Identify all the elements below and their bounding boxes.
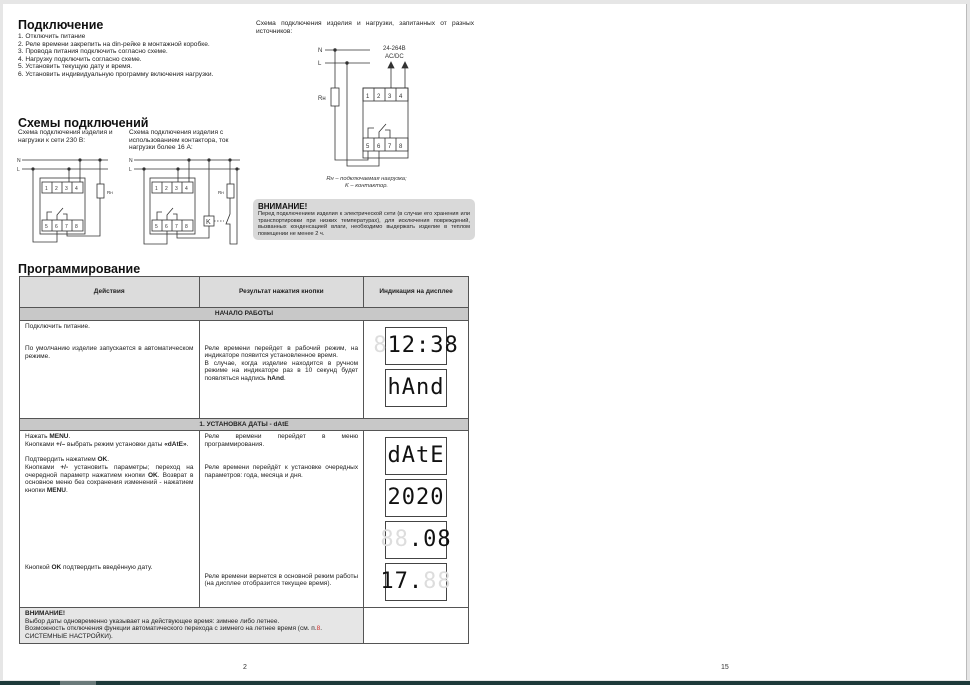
confirm-action: Кнопкой OK подтвердить введённую дату.: [25, 564, 153, 572]
display-time: 8 12:38: [385, 327, 447, 365]
scheme1-caption: Схема подключения изделия и нагрузки к сети 230 В:: [18, 129, 113, 144]
svg-text:6: 6: [165, 224, 168, 230]
svg-text:4: 4: [185, 186, 188, 192]
programming-table: [19, 276, 469, 644]
connection-title: Подключение: [18, 18, 104, 32]
svg-text:3: 3: [388, 94, 392, 100]
schemes-title: Схемы подключений: [18, 116, 149, 130]
svg-text:3: 3: [175, 186, 178, 192]
svg-text:6: 6: [377, 144, 381, 150]
horizontal-scrollbar[interactable]: [0, 681, 970, 685]
wiring-diagram-separate-sources: [315, 42, 435, 192]
svg-text:8: 8: [185, 224, 188, 230]
section-start: НАЧАЛО РАБОТЫ: [20, 308, 469, 321]
svg-text:Rн: Rн: [318, 96, 326, 102]
svg-text:2: 2: [377, 94, 381, 100]
wiring-diagram-contactor: [128, 154, 246, 250]
section-ref-link[interactable]: 8: [316, 625, 321, 633]
table-row: Нажать MENU. Кнопками +/– выбрать режим установки даты «dAtE». Подтвердить нажатием OK. Кнопками +/- установить параметры; переход на очередной параметр нажатием кнопки OK. Возврат в основное меню без сохранения изменений - нажатием кнопки MENU. Кнопкой OK подтвердить введённую дату. Реле времени перейдет в меню программирования. Реле времени перейдёт к установке очередных параметров: года, месяца и дня. Реле времени вернется в основной режим работы (на дисплее отобразится текущее время). dAtE 2020 88 .08 17. 88: [20, 431, 469, 608]
table-row: [20, 608, 469, 643]
legend-rn: Rн – подключаемая нагрузка;: [326, 176, 407, 182]
date-result-1: Реле времени перейдет в меню программирования.: [204, 433, 359, 448]
legend-k: K – контактор.: [344, 183, 389, 189]
step-1: 1. Отключить питание: [18, 33, 86, 40]
svg-text:N: N: [17, 158, 21, 164]
start-result-1: Реле времени перейдет в рабочий режим, на индикаторе появится установленное время.: [204, 344, 359, 360]
svg-text:2: 2: [165, 186, 168, 192]
diagram-legend: [299, 176, 434, 190]
step-4: 4. Нагрузку подключить согласно схеме.: [18, 55, 142, 63]
document-spread: [3, 4, 967, 680]
scheme3-caption: Схема подключения изделия и нагрузки, запитанных от разных источников:: [256, 20, 474, 35]
display-day: 17. 88: [385, 563, 447, 601]
svg-text:8: 8: [75, 224, 78, 230]
table-header-row: [20, 277, 469, 308]
header-actions: Действия: [20, 277, 200, 308]
attention-box: [253, 199, 475, 240]
display-hand: hAnd: [385, 369, 447, 407]
display-year: 2020: [385, 479, 447, 517]
date-warning: ВНИМАНИЕ! Выбор даты одновременно указывает на действующее время: зимнее либо летнее. Возможность отключения функции автоматического перехода с зимнего на летнее время (см. п.8. СИСТЕМНЫЕ НАСТРОЙКИ).: [20, 608, 364, 643]
svg-text:AC/DC: AC/DC: [385, 54, 404, 60]
svg-text:L: L: [17, 167, 20, 173]
svg-text:L: L: [129, 167, 132, 173]
header-result: Результат нажатия кнопки: [199, 277, 364, 308]
svg-text:N: N: [318, 48, 323, 54]
header-display: Индикация на дисплее: [364, 277, 469, 308]
svg-text:7: 7: [65, 224, 68, 230]
svg-text:24-264В: 24-264В: [383, 46, 406, 52]
svg-text:1: 1: [366, 94, 370, 100]
svg-text:5: 5: [155, 224, 158, 230]
svg-text:5: 5: [45, 224, 48, 230]
svg-text:7: 7: [175, 224, 178, 230]
svg-text:6: 6: [55, 224, 58, 230]
step-2: 2. Реле времени закрепить на din-рейке в монтажной коробке.: [18, 40, 210, 48]
svg-text:1: 1: [155, 186, 158, 192]
connection-section: [18, 18, 240, 79]
svg-text:K: K: [206, 219, 211, 226]
svg-text:3: 3: [65, 186, 68, 192]
attention-text: Перед подключением изделия к электрической сети (в случае его хранения или транспортировки при низких температурах), для исключения повреждений, вызванных конденсацией влаги, необходимо выдержать изделие в теплом помещении не менее 2 ч.: [258, 211, 470, 237]
date-result-2: Реле времени перейдёт к установке очередных параметров: года, месяца и дня.: [204, 464, 359, 479]
svg-text:1: 1: [45, 186, 48, 192]
step-5: 5. Установить текущую дату и время.: [18, 63, 133, 71]
svg-text:L: L: [318, 61, 322, 67]
step-3: 3. Провода питания подключить согласно схеме.: [18, 48, 168, 56]
wiring-diagram-230v: [16, 154, 126, 246]
confirm-result: Реле времени вернется в основной режим работы (на дисплее отобразится текущее время).: [204, 572, 359, 588]
svg-text:8: 8: [399, 144, 403, 150]
svg-text:2: 2: [55, 186, 58, 192]
start-action-1: Подключить питание.: [25, 322, 90, 330]
table-row: [20, 320, 469, 418]
scheme2-caption: Схема подключения изделия с использованием контактора, ток нагрузки более 16 А:: [129, 129, 229, 152]
svg-text:Rн: Rн: [218, 190, 224, 195]
svg-text:N: N: [129, 158, 133, 164]
svg-text:4: 4: [399, 94, 403, 100]
start-result-2: В случае, когда изделие находится в ручном режиме на индикаторе раз в 10 секунд будет появляться надпись hAnd.: [204, 359, 359, 382]
svg-text:Rн: Rн: [107, 190, 113, 195]
page-number-right: 15: [721, 664, 729, 671]
svg-text:4: 4: [75, 186, 78, 192]
scrollbar-thumb[interactable]: [60, 681, 96, 685]
svg-text:7: 7: [388, 144, 392, 150]
page-number-left: 2: [243, 664, 247, 671]
display-month: 88 .08: [385, 521, 447, 559]
programming-title: Программирование: [18, 262, 141, 276]
section-date: 1. УСТАНОВКА ДАТЫ - dAtE: [20, 418, 469, 431]
step-6: 6. Установить индивидуальную программу включения нагрузки.: [18, 70, 214, 78]
svg-text:5: 5: [366, 144, 370, 150]
start-action-2: По умолчанию изделие запускается в автоматическом режиме.: [25, 345, 194, 360]
display-date: dAtE: [385, 437, 447, 475]
attention-title: ВНИМАНИЕ!: [258, 202, 308, 211]
